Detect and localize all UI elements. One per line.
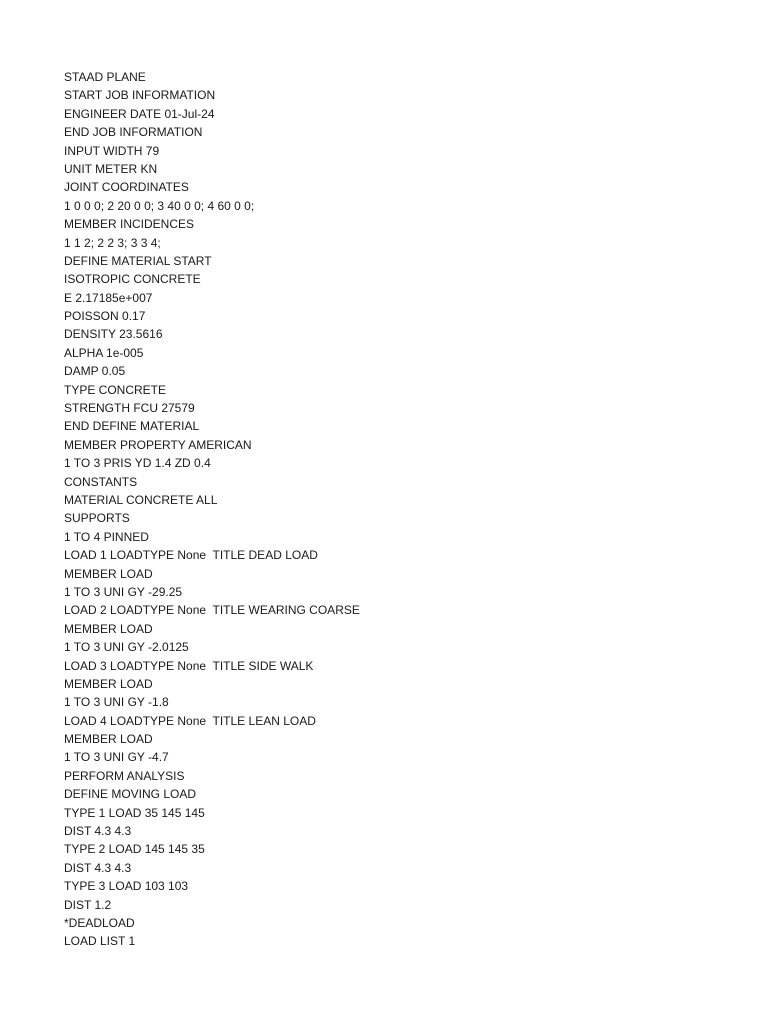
document-line: JOINT COORDINATES — [64, 180, 189, 195]
document-line: LOAD 3 LOADTYPE None TITLE SIDE WALK — [64, 658, 314, 673]
document-line: ISOTROPIC CONCRETE — [64, 272, 201, 287]
document-line: MATERIAL CONCRETE ALL — [64, 492, 218, 507]
document-line: 1 TO 4 PINNED — [64, 529, 149, 544]
document-line: DIST 4.3 4.3 — [64, 860, 132, 875]
document-line: *DEADLOAD — [64, 915, 135, 930]
document-line: TYPE CONCRETE — [64, 382, 167, 397]
document-line: END DEFINE MATERIAL — [64, 419, 200, 434]
document-line: STAAD PLANE — [64, 70, 146, 84]
document-line: POISSON 0.17 — [64, 309, 146, 324]
document-line: 1 TO 3 UNI GY -1.8 — [64, 695, 169, 710]
document-line: TYPE 1 LOAD 35 145 145 — [64, 805, 205, 820]
document-line: DIST 1.2 — [64, 897, 112, 912]
document-line: DAMP 0.05 — [64, 364, 126, 379]
document-line: END JOB INFORMATION — [64, 125, 203, 140]
document-line: 1 TO 3 UNI GY -29.25 — [64, 584, 183, 599]
document-line: LOAD 2 LOADTYPE None TITLE WEARING COARSE — [64, 603, 360, 618]
document-line: MEMBER INCIDENCES — [64, 217, 195, 232]
document-line: MEMBER PROPERTY AMERICAN — [64, 437, 252, 452]
document-line: UNIT METER KN — [64, 161, 158, 176]
document-line: MEMBER LOAD — [64, 676, 153, 691]
document-line: DEFINE MOVING LOAD — [64, 787, 197, 802]
document-line: TYPE 3 LOAD 103 103 — [64, 879, 189, 894]
staad-input-text — [64, 68, 360, 951]
document-line: 1 TO 3 PRIS YD 1.4 ZD 0.4 — [64, 456, 211, 471]
document-line: MEMBER LOAD — [64, 566, 153, 581]
document-line: START JOB INFORMATION — [64, 88, 216, 103]
document-line: MEMBER LOAD — [64, 732, 153, 747]
document-line: DIST 4.3 4.3 — [64, 824, 132, 839]
document-line: ENGINEER DATE 01-Jul-24 — [64, 106, 215, 121]
document-line: MEMBER LOAD — [64, 621, 153, 636]
document-line: DEFINE MATERIAL START — [64, 253, 212, 268]
document-line: STRENGTH FCU 27579 — [64, 401, 195, 416]
document-line: 1 TO 3 UNI GY -2.0125 — [64, 640, 189, 655]
document-line: LOAD 4 LOADTYPE None TITLE LEAN LOAD — [64, 713, 316, 728]
document-line: 1 TO 3 UNI GY -4.7 — [64, 750, 169, 765]
document-line: CONSTANTS — [64, 474, 138, 489]
document-line: ALPHA 1e-005 — [64, 345, 144, 360]
document-line: 1 0 0 0; 2 20 0 0; 3 40 0 0; 4 60 0 0; — [64, 198, 255, 213]
document-line: LOAD LIST 1 — [64, 934, 136, 949]
document-line: LOAD 1 LOADTYPE None TITLE DEAD LOAD — [64, 548, 318, 563]
document-line: E 2.17185e+007 — [64, 290, 153, 305]
document-line: TYPE 2 LOAD 145 145 35 — [64, 842, 205, 857]
document-line: SUPPORTS — [64, 511, 130, 526]
document-line: INPUT WIDTH 79 — [64, 143, 160, 158]
document-line: DENSITY 23.5616 — [64, 327, 163, 342]
document-line: PERFORM ANALYSIS — [64, 768, 185, 783]
document-line: 1 1 2; 2 2 3; 3 3 4; — [64, 235, 161, 250]
